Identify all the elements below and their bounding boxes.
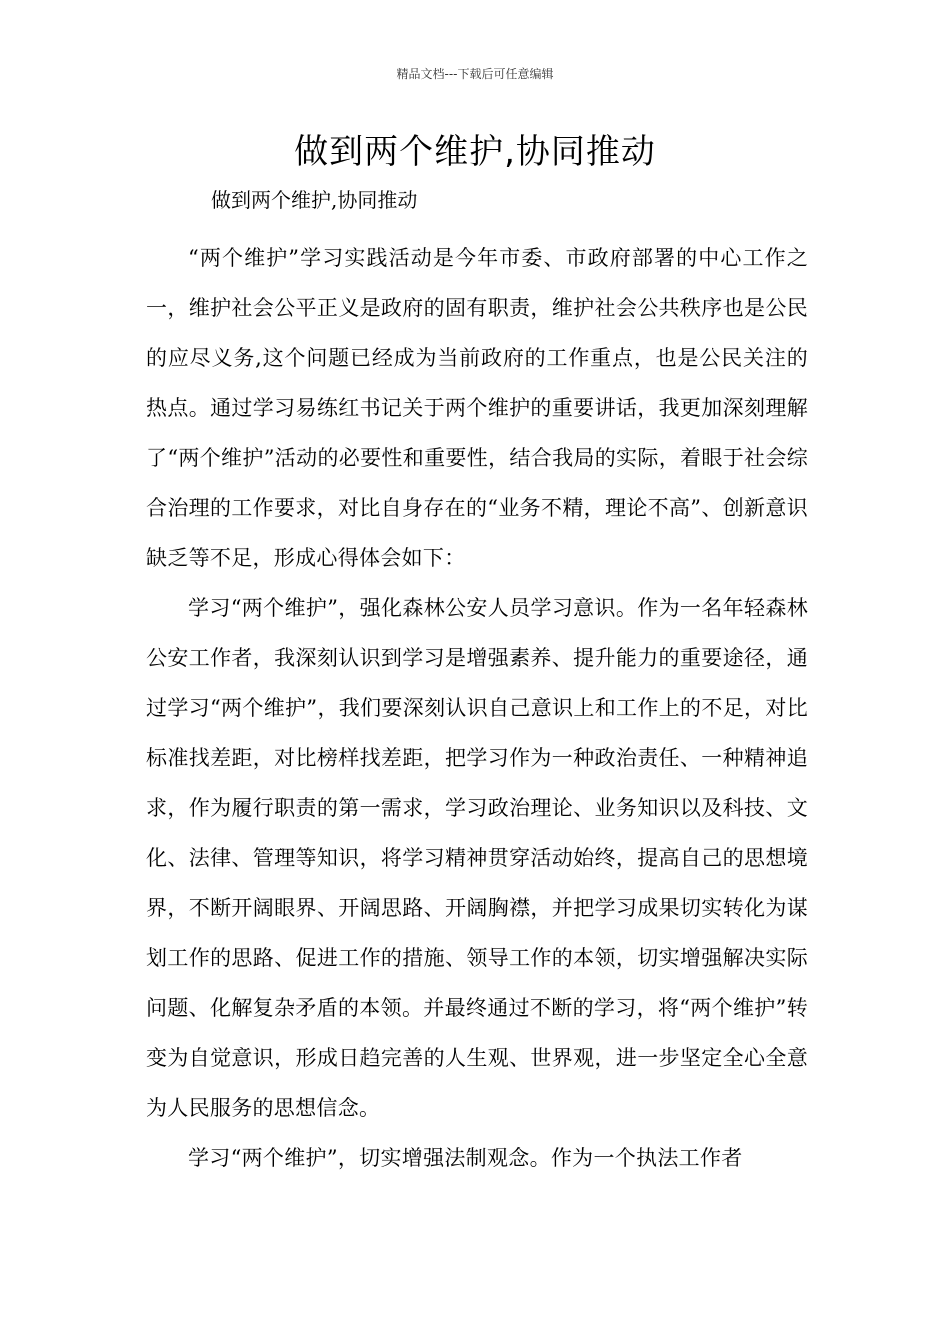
page-header: 精品文档---下载后可任意编辑	[396, 67, 554, 81]
paragraph-1: “两个维护”学习实践活动是今年市委、市政府部署的中心工作之一，维护社会公平正义是政府的固有职责，维护社会公共秩序也是公民的应尽义务,这个问题已经成为当前政府的工作重点，也是公民关注的热点。通过学习易练红书记关于两个维护的重要讲话，我更加深刻理解了“两个维护”活动的必要性和重要性，结合我局的实际，着眼于社会综合治理的工作要求，对比自身存在的“业务不精，理论不高”、创新意识缺乏等不足，形成心得体会如下：	[146, 246, 808, 570]
document-title: 做到两个维护,协同推动	[294, 132, 656, 172]
paragraph-2: 学习“两个维护”，强化森林公安人员学习意识。作为一名年轻森林公安工作者，我深刻认识到学习是增强素养、提升能力的重要途径，通过学习“两个维护”，我们要深刻认识自己意识上和工作上的不足，对比标准找差距，对比榜样找差距，把学习作为一种政治责任、一种精神追求，作为履行职责的第一需求，学习政治理论、业务知识以及科技、文化、法律、管理等知识，将学习精神贯穿活动始终，提高自己的思想境界，不断开阔眼界、开阔思路、开阔胸襟，并把学习成果切实转化为谋划工作的思路、促进工作的措施、领导工作的本领，切实增强解决实际问题、化解复杂矛盾的本领。并最终通过不断的学习，将“两个维护”转变为自觉意识，形成日趋完善的人生观、世界观，进一步坚定全心全意为人民服务的思想信念。	[146, 596, 808, 1120]
document-body	[146, 233, 808, 1313]
document-subtitle: 做到两个维护,协同推动	[211, 188, 418, 212]
paragraph-3: 学习“两个维护”，切实增强法制观念。作为一个执法工作者	[188, 1146, 743, 1170]
